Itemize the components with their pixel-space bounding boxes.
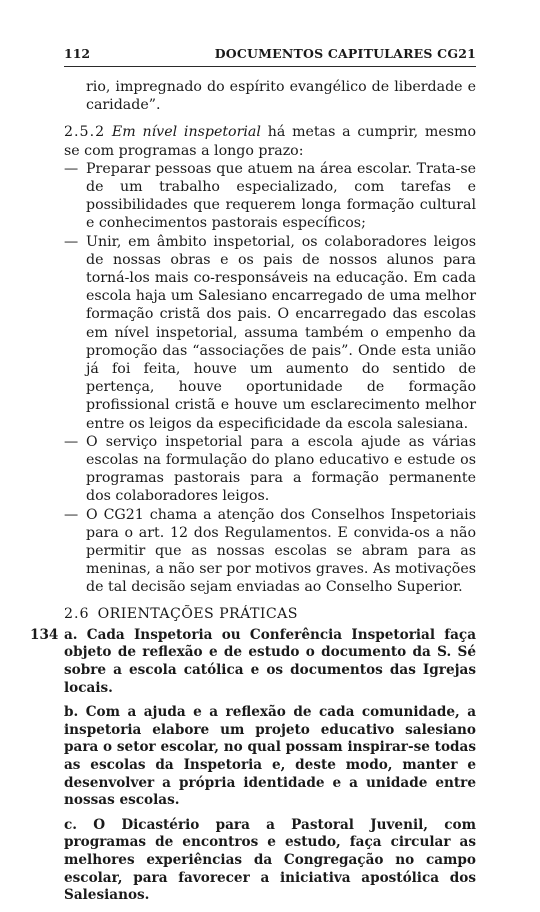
dash-item-text: Preparar pessoas que atuem na área escolar. Trata-se de um trabalho especializado, com tarefas e possibilidades que requerem longa formação cultural e conhecimentos pastorais específicos;	[86, 160, 476, 232]
section-2-5-2	[64, 123, 476, 159]
running-title: DOCUMENTOS CAPITULARES CG21	[214, 46, 476, 61]
dash-item	[64, 506, 476, 597]
margin-paragraph-number: 134	[30, 626, 59, 643]
dash-item-text: O CG21 chama a atenção dos Conselhos Inspetoriais para o art. 12 dos Regulamentos. E convida-os a não permitir que as nossas escolas se abram para as meninas, a não ser por motivos graves. As motivações de tal decisão sejam enviadas ao Conselho Superior.	[86, 506, 476, 596]
section-title: ORIENTAÇÕES PRÁTICAS	[97, 605, 298, 622]
section-italic-title: Em nível inspetorial	[111, 124, 261, 141]
orientation-item: a. Cada Inspetoria ou Conferência Inspetorial faça objeto de reflexão e de estudo o documento da S. Sé sobre a escola católica e os documentos das Igrejas locais.	[64, 626, 476, 696]
dash-item-text: O serviço inspetorial para a escola ajude as várias escolas na formulação do plano educativo e estude os programas pastorais para a formação permanente dos colaboradores leigos.	[86, 433, 476, 505]
dash-item	[64, 233, 476, 433]
dash-marker: —	[64, 506, 79, 523]
dash-marker: —	[64, 233, 79, 250]
page-number: 112	[64, 46, 91, 61]
orientation-item: b. Com a ajuda e a reflexão de cada comunidade, a inspetoria elabore um projeto educativo salesiano para o setor escolar, no qual possam inspirar-se todas as escolas da Inspetoria e, deste modo, manter e desenvolver a própria identidade e a unidade entre nossas escolas.	[64, 704, 476, 809]
section-number: 2.5.2	[64, 124, 106, 141]
continued-paragraph: rio, impregnado do espírito evangélico de liberdade e caridade”.	[86, 79, 476, 114]
header-rule	[64, 66, 476, 67]
page-body	[30, 78, 476, 912]
dash-marker: —	[64, 160, 79, 177]
orientations-list	[30, 626, 476, 905]
dash-item	[64, 160, 476, 233]
orientation-item: c. O Dicastério para a Pastoral Juvenil, com programas de encontros e estudo, faça circular as melhores experiências da Congregação no campo escolar, para favorecer a iniciativa apostólica dos Salesianos.	[64, 816, 476, 904]
page-header	[64, 46, 476, 64]
section-number: 2.6	[64, 605, 90, 622]
dash-item	[64, 433, 476, 506]
section-intro-text: há metas a cumprir, mesmo se com programas a longo prazo:	[64, 124, 476, 159]
dash-item-text: Unir, em âmbito inspetorial, os colaboradores leigos de nossas obras e os pais de nossos alunos para torná-los mais co-responsáveis na educação. Em cada escola haja um Salesiano encarregado de uma melhor formação cristã dos pais. O encarregado das escolas em nível inspetorial, assuma também o empenho da promoção das “associações de pais”. Onde esta união já foi feita, houve um aumento do sentido de pertença, houve oportunidade de formação profissional cristã e houve um esclarecimento melhor entre os leigos da especificidade da escola salesiana.	[86, 233, 476, 432]
section-2-6-heading	[64, 605, 476, 623]
dash-marker: —	[64, 433, 79, 450]
